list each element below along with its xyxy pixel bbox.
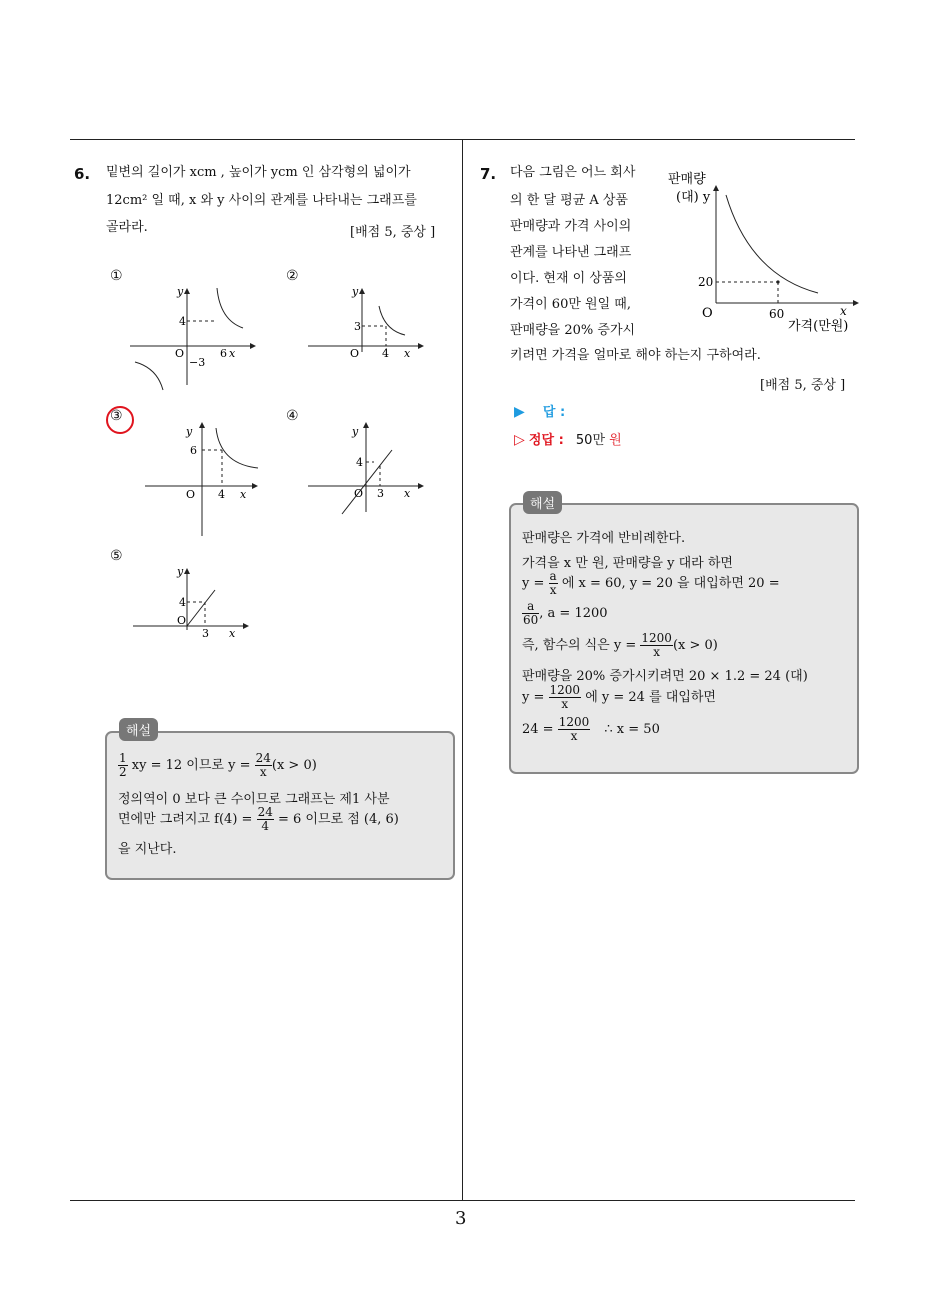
q7-line3: 판매량과 가격 사이의: [510, 219, 632, 234]
q6-o1-b: 6: [220, 347, 227, 360]
answer-row: [514, 401, 565, 420]
q6-line2: 12cm² 일 때, x 와 y 사이의 관계를 나타내는 그래프를: [106, 193, 417, 208]
correct-value: 50만: [575, 433, 606, 448]
q6-option-5-mark[interactable]: ⑤: [110, 548, 123, 564]
q7-graph-xlabel2: 가격(만원): [788, 319, 849, 334]
q7-line5: 이다. 현재 이 상품의: [510, 271, 627, 286]
q7-graph-tick-x: 60: [769, 307, 785, 321]
q6-o1-c: −3: [189, 356, 206, 369]
q6-o4-b: 3: [377, 487, 384, 500]
q7-line7: 판매량을 20% 증가시: [510, 323, 636, 338]
q7-explanation-tag: 해설: [523, 491, 562, 514]
q7-explain-line4: $\frac{a}{60}$ , a = 1200: [523, 599, 608, 627]
q6-option-4-mark[interactable]: ④: [286, 408, 299, 424]
q7-line6: 가격이 60만 원일 때,: [510, 297, 631, 312]
q6-explanation-tag: 해설: [119, 718, 158, 741]
q7-explain-line6: 판매량을 20% 증가시키려면 20 × 1.2 = 24 (대): [522, 669, 808, 684]
q6-o3-o: O: [186, 488, 196, 501]
q6-o3-a: 6: [190, 444, 197, 457]
q7-graph-origin: O: [702, 306, 713, 321]
q6-o5-b: 3: [202, 627, 209, 640]
q6-o3-b: 4: [218, 488, 225, 501]
q7-explain-line8: 24 = $\frac{1200}{x}$ ∴ x = 50: [522, 715, 660, 743]
q6-option-2-graph[interactable]: [300, 280, 430, 369]
q6-o5-o: O: [177, 614, 187, 627]
q6-o2-o: O: [350, 347, 360, 360]
q6-option-1-graph[interactable]: [125, 280, 260, 399]
q6-option-2-mark[interactable]: ②: [286, 268, 299, 284]
play-icon: ▶: [514, 404, 525, 420]
q6-o2-x: x: [404, 347, 411, 360]
q7-graph: [668, 165, 863, 339]
q6-o5-a: 4: [179, 596, 186, 609]
q6-option-1-mark[interactable]: ①: [110, 268, 123, 284]
column-divider: [462, 139, 463, 1201]
q6-o1-o: O: [175, 347, 185, 360]
q7-explain-line3: y = $\frac{a}{x}$ 에 x = 60, y = 20 을 대입하면 20 =: [522, 569, 780, 597]
q7-graph-xlabel1: x: [840, 304, 847, 318]
correct-label: 정답 :: [528, 433, 564, 448]
q6-o1-y: y: [177, 285, 184, 298]
q6-o1-a: 4: [179, 315, 186, 328]
triangle-outline-icon: ▷: [514, 432, 525, 448]
bottom-rule: [70, 1200, 855, 1201]
q6-line3: 골라라.: [106, 220, 148, 235]
q7-graph-ylabel2: (대) y: [676, 190, 711, 205]
q6-o4-a: 4: [356, 456, 363, 469]
q6-o4-y: y: [352, 425, 359, 438]
correct-answer-row: [514, 429, 622, 448]
answer-label: 답 :: [542, 405, 566, 420]
q7-line1: 다음 그림은 어느 회사: [510, 165, 636, 180]
q7-explain-line7: y = $\frac{1200}{x}$ 에 y = 24 를 대입하면: [522, 683, 716, 711]
q6-o5-x: x: [229, 627, 236, 640]
q7-explain-line1: 판매량은 가격에 반비례한다.: [522, 531, 686, 546]
q6-explain-line2: 정의역이 0 보다 큰 수이므로 그래프는 제1 사분: [118, 792, 390, 807]
q6-explain-line4: 을 지난다.: [118, 842, 177, 857]
page-number: 3: [455, 1208, 467, 1229]
q6-o3-x: x: [240, 488, 247, 501]
q6-explain-line1: $\frac{1}{2}$ xy = 12 이므로 y = $\frac{24}{x}$ (x > 0): [119, 751, 317, 779]
q7-explain-line5: 즉, 함수의 식은 y = $\frac{1200}{x}$ (x > 0): [522, 631, 718, 659]
correct-unit: 원: [609, 433, 622, 448]
q7-meta: [배점 5, 중상 ]: [760, 378, 846, 393]
q6-option-5-graph[interactable]: [125, 560, 255, 649]
q6-option-4-graph[interactable]: [300, 420, 430, 524]
q7-line8: 키려면 가격을 얼마로 해야 하는지 구하여라.: [510, 348, 761, 363]
q7-line2: 의 한 달 평균 A 상품: [510, 193, 628, 208]
q6-meta: [배점 5, 중상 ]: [350, 225, 436, 240]
q7-number: 7.: [480, 165, 497, 183]
q6-o4-o: O: [354, 487, 364, 500]
q7-graph-ylabel1: 판매량: [668, 172, 706, 187]
q6-option-3-mark[interactable]: ③: [110, 408, 123, 424]
q7-line4: 관계를 나타낸 그래프: [510, 245, 632, 260]
q6-number: 6.: [74, 165, 91, 183]
q6-o2-y: y: [352, 285, 359, 298]
q6-explain-line3: 면에만 그려지고 f(4) = $\frac{24}{4}$ = 6 이므로 점 (4, 6): [118, 805, 399, 833]
q6-o2-a: 3: [354, 320, 361, 333]
q6-o2-b: 4: [382, 347, 389, 360]
q6-o5-y: y: [177, 565, 184, 578]
q6-o4-x: x: [404, 487, 411, 500]
q6-o1-x: x: [229, 347, 236, 360]
q7-explain-line2: 가격을 x 만 원, 판매량을 y 대라 하면: [522, 556, 733, 571]
q6-line1: 밑변의 길이가 xcm , 높이가 ycm 인 삼각형의 넓이가: [106, 165, 411, 180]
q7-graph-tick-y: 20: [698, 275, 714, 289]
q6-o3-y: y: [186, 425, 193, 438]
q6-option-3-graph[interactable]: [140, 420, 265, 544]
